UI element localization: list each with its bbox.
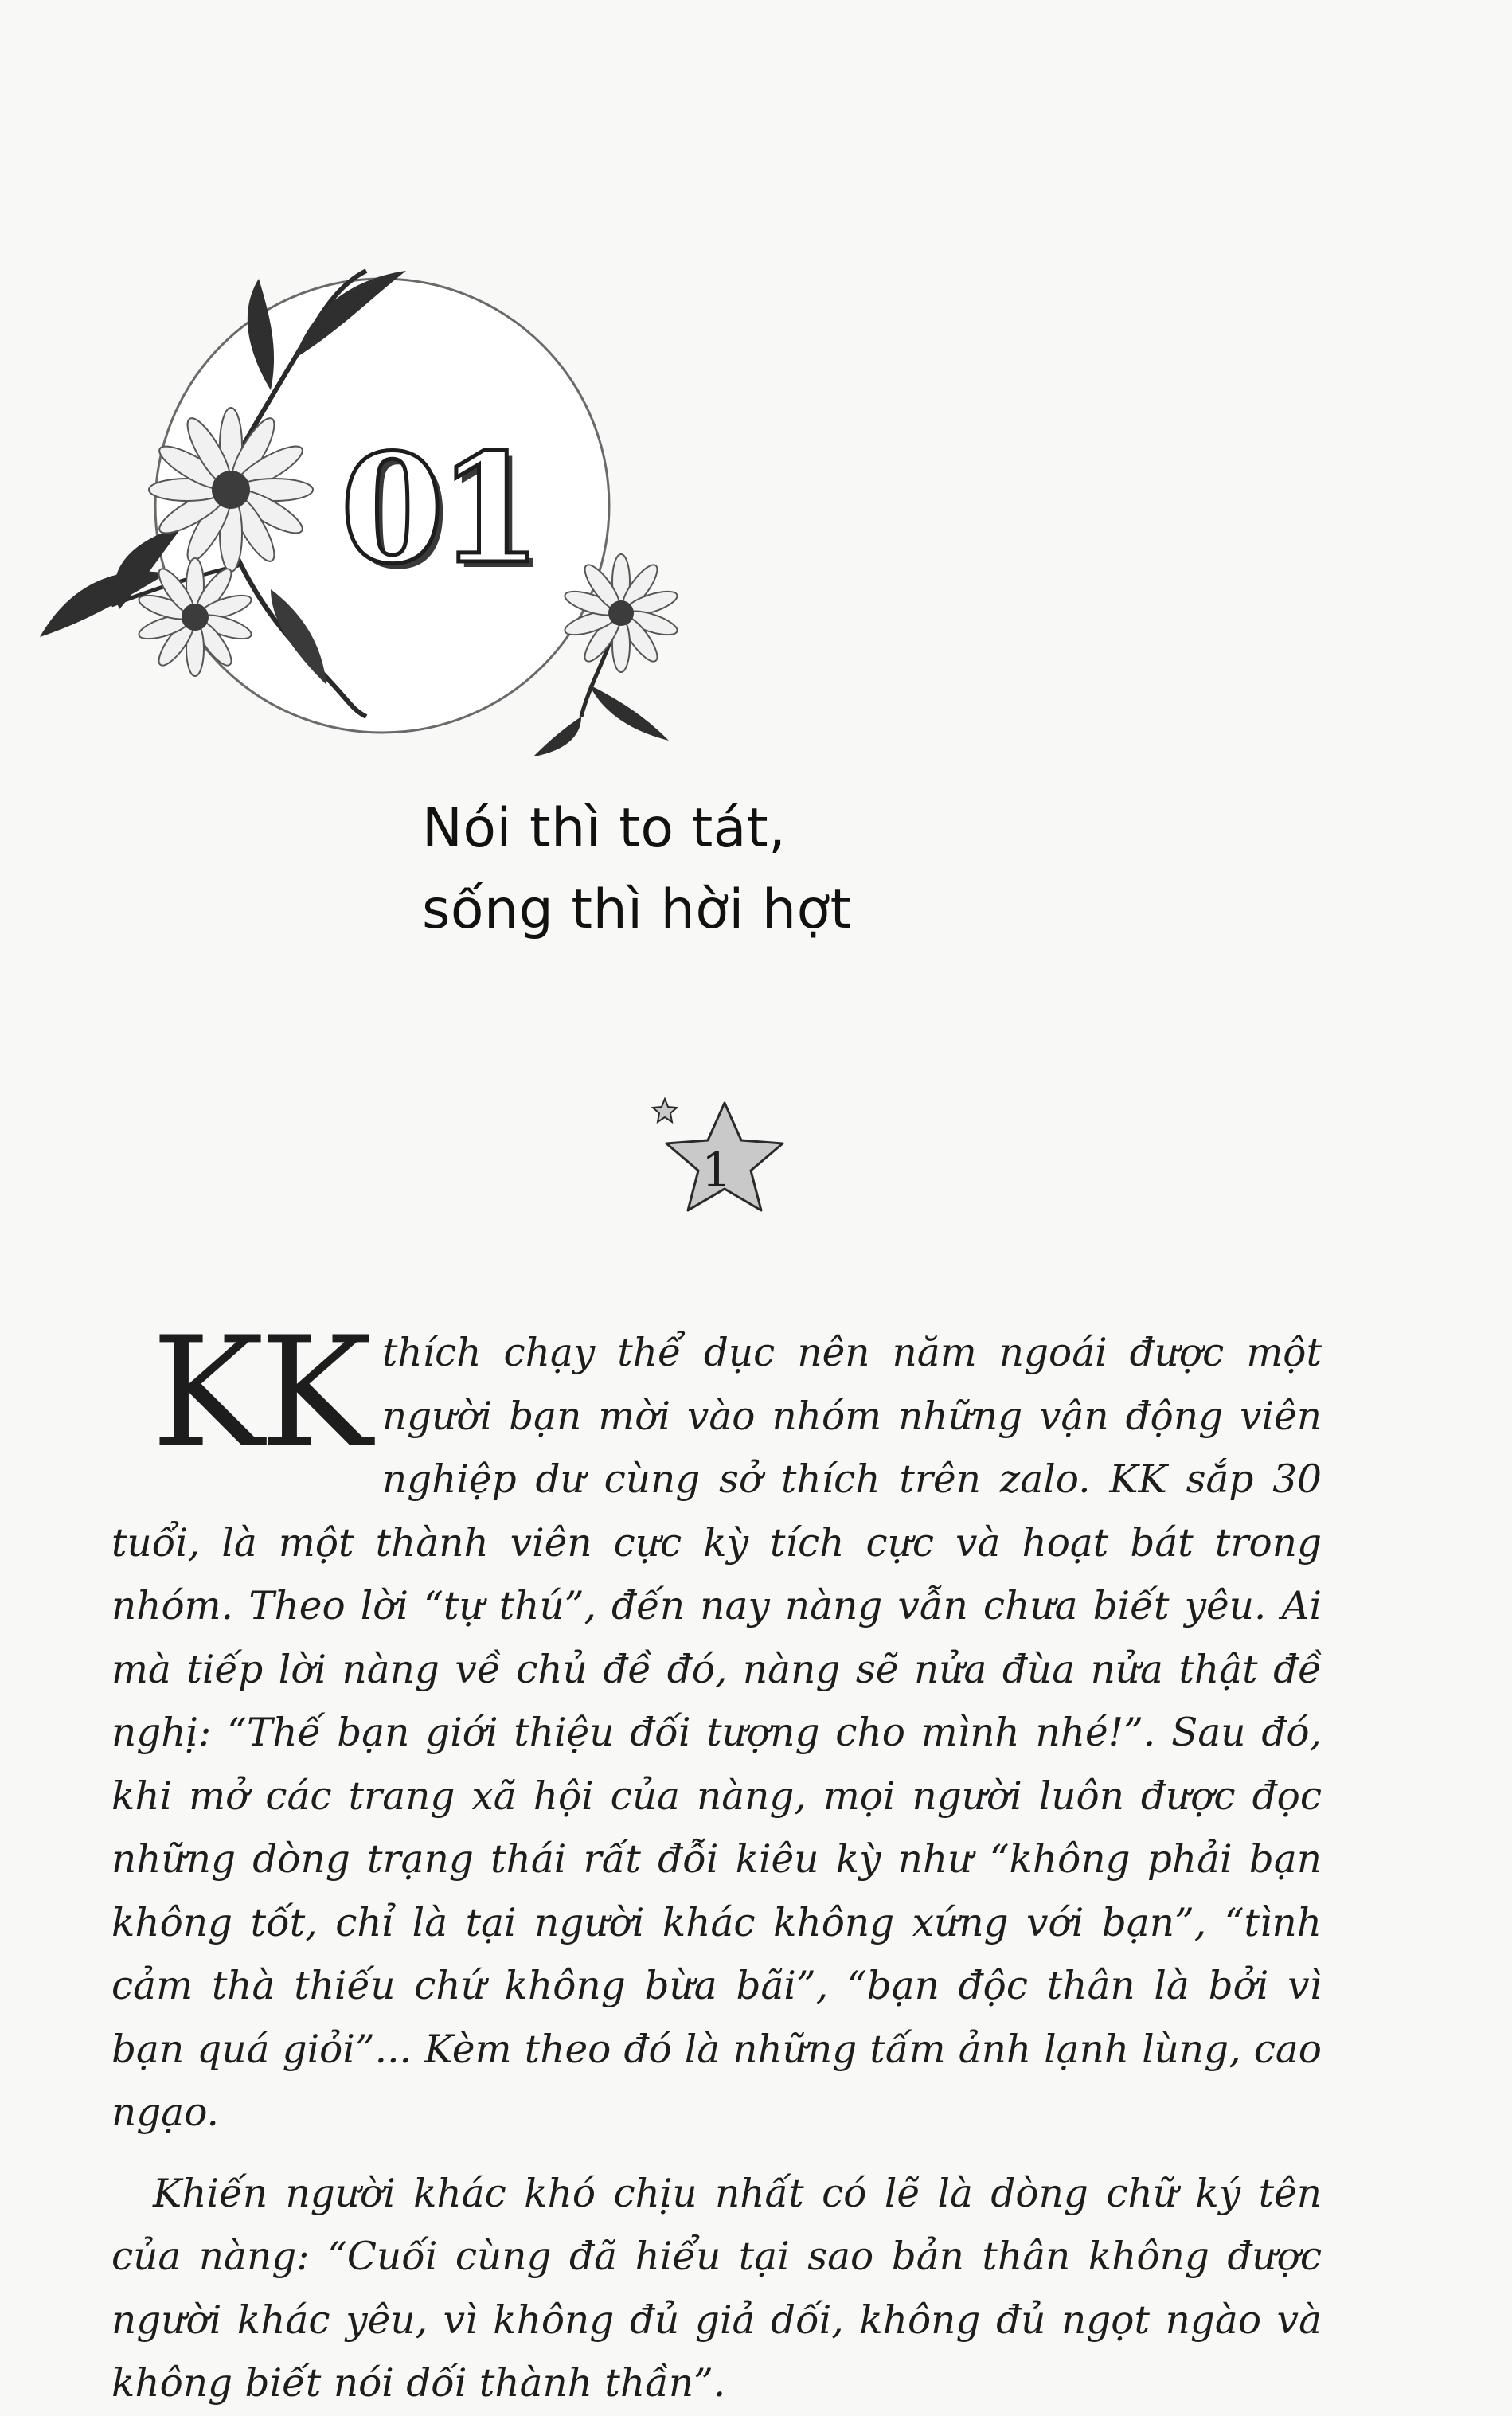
paragraph: Khiến người khác khó chịu nhất có lẽ là dòng chữ ký tên của nàng: “Cuối cùng đã hiểu tại sao bản thân không được người khác yêu, vì không đủ giả dối, không đủ ngọt ngào và không biết nói dối thành thần”.	[111, 2171, 1322, 2406]
chapter-title-line: sống thì hời hợt	[422, 878, 852, 941]
chapter-title-line: Nói thì to tát,	[422, 797, 787, 860]
leaf	[589, 685, 669, 741]
body-text	[111, 1304, 1322, 2416]
section-number: 1	[701, 1143, 733, 1198]
dropcap: KK	[151, 1304, 368, 1480]
paragraph	[111, 1304, 1322, 2145]
chapter-number: 01	[340, 421, 536, 597]
chapter-title	[422, 788, 852, 951]
leaf	[533, 717, 581, 756]
paragraph-text: thích chạy thể dục nên năm ngoái được một người bạn mời vào nhóm những vận động viên nghiệp dư cùng sở thích trên zalo. KK sắp 30 tuổi, là một thành viên cực kỳ tích cực và hoạt bát trong nhóm. Theo lời “tự thú”, đến nay nàng vẫn chưa biết yêu. Ai mà tiếp lời nàng về chủ đề đó, nàng sẽ nửa đùa nửa thật đề nghị: “Thế bạn giới thiệu đối tượng cho mình nhé!”. Sau đó, khi mở các trang xã hội của nàng, mọi người luôn được đọc những dòng trạng thái rất đỗi kiêu kỳ như “không phải bạn không tốt, chỉ là tại người khác không xứng với bạn”, “tình cảm thà thiếu chứ không bừa bãi”, “bạn độc thân là bởi vì bạn quá giỏi”... Kèm theo đó là những tấm ảnh lạnh lùng, cao ngạo.	[111, 1331, 1322, 2135]
